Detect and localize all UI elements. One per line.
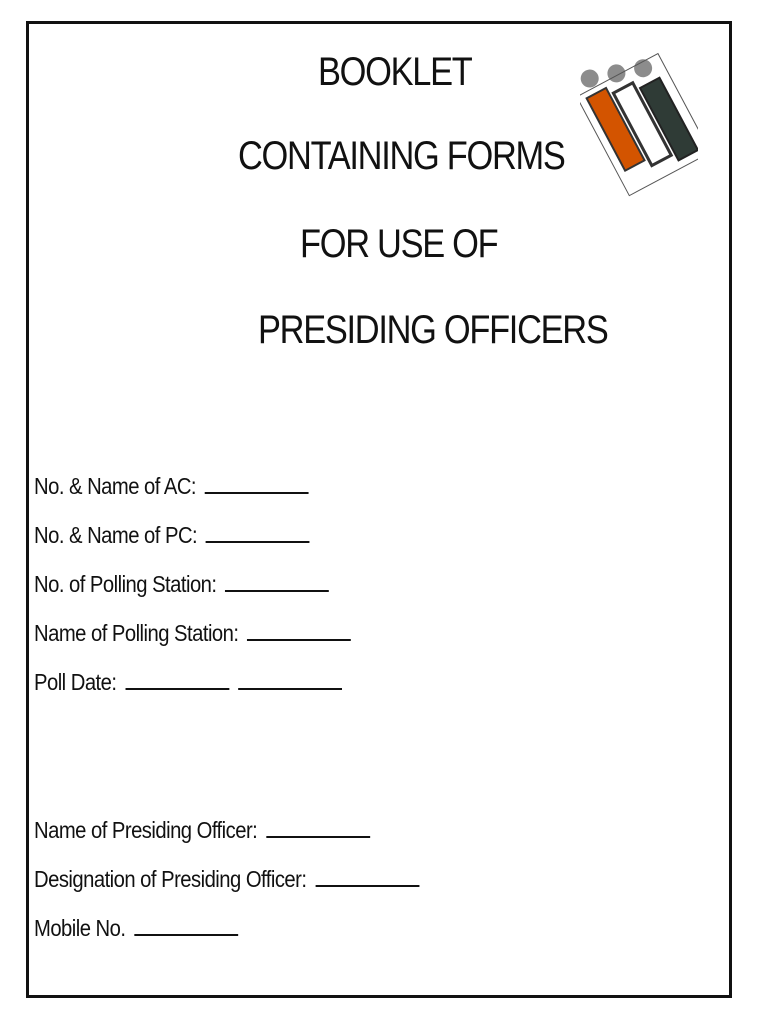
field-ps-no-label: No. of Polling Station:: [34, 571, 217, 597]
field-poll-date: [34, 668, 342, 694]
field-po-name-blank[interactable]: [266, 816, 370, 838]
title-booklet: BOOKLET: [318, 50, 472, 94]
field-ac-blank[interactable]: [205, 472, 309, 494]
field-mobile-blank[interactable]: [134, 914, 238, 936]
election-commission-logo-icon: [580, 38, 698, 198]
field-po-designation-label: Designation of Presiding Officer:: [34, 866, 307, 892]
field-pc: [34, 521, 310, 547]
field-ps-name-blank[interactable]: [247, 619, 351, 641]
field-po-name-label: Name of Presiding Officer:: [34, 817, 258, 843]
field-pc-blank[interactable]: [206, 521, 310, 543]
field-po-designation: [34, 865, 419, 891]
field-poll-date-label: Poll Date:: [34, 669, 117, 695]
title-presiding-officers: PRESIDING OFFICERS: [258, 308, 608, 352]
field-ps-name: [34, 619, 351, 645]
field-po-name: [34, 816, 370, 842]
field-ac-label: No. & Name of AC:: [34, 473, 197, 499]
field-ps-no: [34, 570, 329, 596]
field-ps-name-label: Name of Polling Station:: [34, 620, 239, 646]
field-ac: [34, 472, 309, 498]
title-for-use-of: FOR USE OF: [300, 222, 498, 266]
field-mobile: [34, 914, 238, 940]
field-po-designation-blank[interactable]: [315, 865, 419, 887]
field-poll-date-blank-2[interactable]: [238, 668, 342, 690]
field-poll-date-blank-1[interactable]: [125, 668, 229, 690]
field-mobile-label: Mobile No.: [34, 915, 126, 941]
title-containing-forms: CONTAINING FORMS: [238, 134, 565, 178]
field-pc-label: No. & Name of PC:: [34, 522, 198, 548]
field-ps-no-blank[interactable]: [225, 570, 329, 592]
